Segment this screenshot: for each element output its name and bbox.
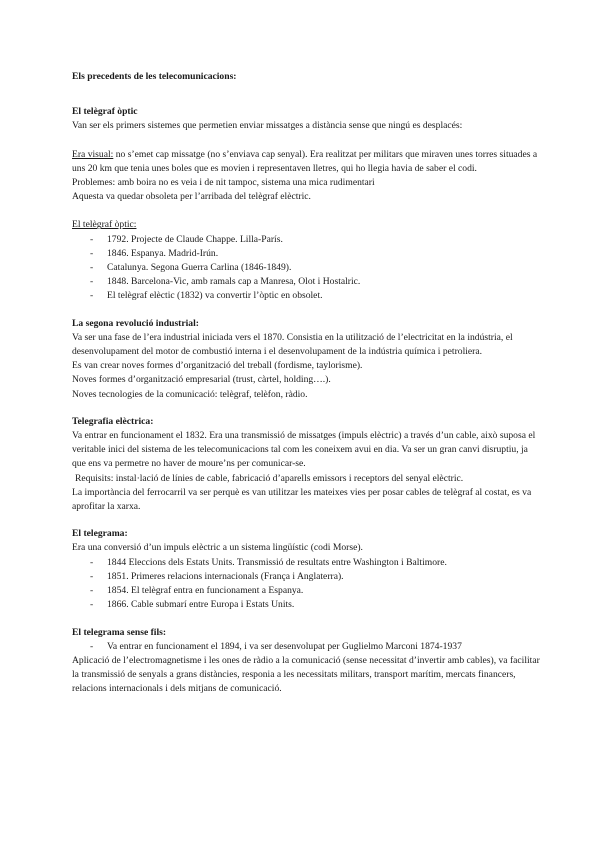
paragraph: Noves formes d’organització empresarial (trust, càrtel, holding….). bbox=[72, 374, 331, 386]
list-item: - 1854. El telègraf entra en funcionament a Espanya. bbox=[72, 584, 540, 598]
list-item: - Catalunya. Segona Guerra Carlina (1846-1849). bbox=[72, 261, 540, 275]
paragraph-visual bbox=[72, 148, 540, 176]
section-wireless-telegram bbox=[72, 626, 540, 697]
section-heading: La segona revolució industrial: bbox=[72, 317, 199, 329]
paragraph-text: no s’emet cap missatge (no s’enviava cap senyal). Era realitzat per militars que miraven unes torres situades a uns 20 km que tenia unes boles que es movien i representaven lletres, qui ho llegia havia de saber el codi. bbox=[72, 148, 538, 174]
spacer bbox=[72, 204, 540, 218]
dash-list bbox=[72, 640, 540, 654]
list-item: - 1846. Espanya. Madrid-Irún. bbox=[72, 247, 540, 261]
list-item: - 1792. Projecte de Claude Chappe. Lilla-París. bbox=[72, 233, 540, 247]
list-item: - 1848. Barcelona-Vic, amb ramals cap a Manresa, Olot i Hostalric. bbox=[72, 275, 540, 289]
spacer bbox=[72, 134, 540, 148]
paragraph: Problemes: amb boira no es veia i de nit tampoc, sistema una mica rudimentari bbox=[72, 177, 375, 189]
paragraph: Requisits: instal·lació de línies de cable, fabricació d’aparells emissors i receptors del senyal elèctric. bbox=[75, 472, 464, 484]
section-optical-telegraph bbox=[72, 105, 540, 303]
section-electric-telegraphy bbox=[72, 415, 540, 514]
dash-list bbox=[72, 556, 540, 613]
underlined-label: Era visual: bbox=[72, 148, 114, 160]
section-heading: Telegrafia elèctrica: bbox=[72, 415, 154, 427]
dash-list bbox=[72, 233, 540, 304]
list-item: - 1844 Eleccions dels Estats Units. Transmissió de resultats entre Washington i Baltimore. bbox=[72, 556, 540, 570]
section-telegram bbox=[72, 527, 540, 612]
list-label: El telègraf òptic: bbox=[72, 219, 137, 231]
list-item: - 1866. Cable submarí entre Europa i Estats Units. bbox=[72, 598, 540, 612]
paragraph: Noves tecnologies de la comunicació: telègraf, telèfon, ràdio. bbox=[72, 388, 308, 400]
section-second-industrial-revolution bbox=[72, 317, 540, 402]
paragraph: Es van crear noves formes d’organització del treball (fordisme, taylorisme). bbox=[72, 360, 363, 372]
list-item: - El telègraf elèctic (1832) va convertir l’òptic en obsolet. bbox=[72, 289, 540, 303]
paragraph: Aquesta va quedar obsoleta per l’arribada del telègraf elèctric. bbox=[72, 191, 311, 203]
list-item: - 1851. Primeres relacions internacionals (França i Anglaterra). bbox=[72, 570, 540, 584]
paragraph: Van ser els primers sistemes que permetien enviar missatges a distància sense que ningú es desplacés: bbox=[72, 120, 463, 132]
section-heading: El telegrama: bbox=[72, 528, 128, 540]
section-heading: El telegrama sense fils: bbox=[72, 626, 167, 638]
section-heading: El telègraf òptic bbox=[72, 106, 138, 118]
paragraph: La importància del ferrocarril va ser perquè es van utilitzar les mateixes vies per posar cables de telègraf al costat, es va aprofitar la xarxa. bbox=[72, 486, 532, 513]
paragraph: Va ser una fase de l’era industrial iniciada vers el 1870. Consistia en la utilització de l’electricitat en la indústria, el desenvolupament del motor de combustió interna i el desenvolupament de la indústria química i petroliera. bbox=[72, 331, 513, 358]
list-item: - Va entrar en funcionament el 1894, i va ser desenvolupat per Guglielmo Marconi 1874-1937 bbox=[72, 640, 540, 654]
paragraph: Va entrar en funcionament el 1832. Era una transmissió de missatges (impuls elèctric) a través d’un cable, això suposa el veritable inici del sistema de les telecomunicacions tal com les coneixem avui en dia. Va ser un gran canvi disruptiu, ja que ens va permetre no haver de moure’ns per comunicar-se. bbox=[72, 430, 536, 470]
document-title: Els precedents de les telecomunicacions: bbox=[72, 71, 237, 82]
paragraph: Aplicació de l’electromagnetisme i les ones de ràdio a la comunicació (sense necessitat d’invertir amb cables), va facilitar la transmissió de senyals a grans distàncies, responia a les necessitats militars, transport marítim, mercats financers, relacions internacionals i dels mitjans de comunicació. bbox=[72, 654, 540, 695]
paragraph: Era una conversió d’un impuls elèctric a un sistema lingüístic (codi Morse). bbox=[72, 542, 363, 554]
